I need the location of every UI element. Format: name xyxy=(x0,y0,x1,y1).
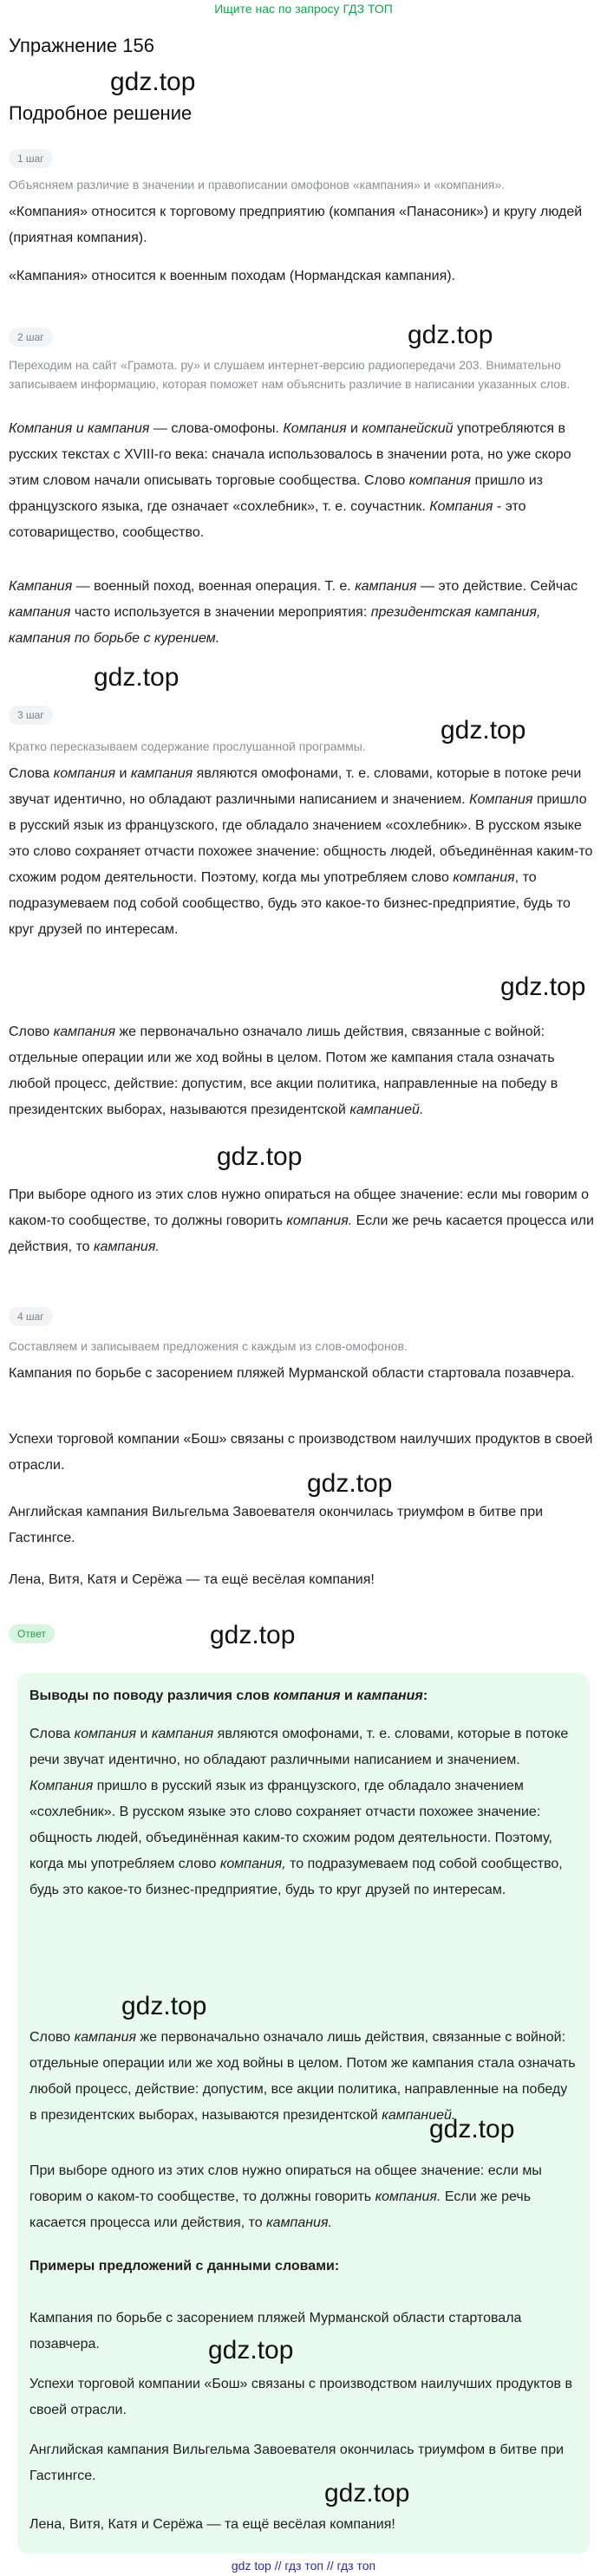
answer-paragraph: При выборе одного из этих слов нужно опираться на общее значение: если мы говорим о каком-то сообществе, то должны говорить компания. Если же речь касается процесса или действия, то кампания. xyxy=(29,2163,542,2230)
step-badge: 3 шаг xyxy=(9,706,53,725)
step-paragraph: «Кампания» относится к военным походам (Нормандская кампания). xyxy=(9,269,456,283)
answer-badge: Ответ xyxy=(9,1624,55,1643)
step-note: Кратко пересказываем содержание прослушанной программы. xyxy=(9,739,366,753)
answer-examples-heading: Примеры предложений с данными словами: xyxy=(29,2259,340,2274)
step-note: Объясняем различие в значении и правописании омофонов «кампания» и «компания». xyxy=(9,178,506,192)
footer-links[interactable]: gdz top // гдз топ // гдз топ xyxy=(231,2559,376,2573)
page-title: Упражнение 156 xyxy=(9,35,154,56)
example-sentence: Успехи торговой компании «Бош» связаны с производством наилучших продуктов в своей отрасли. xyxy=(9,1432,593,1473)
step-paragraph: Кампания — военный поход, военная операция. Т. е. кампания — это действие. Сейчас кампания часто используется в значении мероприятия: президентская кампания, кампания по борьбе с курением. xyxy=(9,579,578,646)
answer-example-sentence: Успехи торговой компании «Бош» связаны с производством наилучших продуктов в своей отрасли. xyxy=(29,2377,572,2417)
watermark: gdz.top xyxy=(307,1469,393,1498)
step-badge: 1 шаг xyxy=(9,149,53,168)
example-sentence: Кампания по борьбе с засорением пляжей Мурманской области стартовала позавчера. xyxy=(9,1366,575,1381)
step-paragraph: Компания и кампания — слова-омофоны. Компания и компанейский употребляются в русских текстах с XVIII-го века: сначала использовалось в значении рота, но уже скоро этим словом начали описывать торговые сообщества. Слово компания пришло из французского языка, где означает «сохлебник», т. е. соучастник. Компания - это сотоварищество, сообщество. xyxy=(9,421,571,540)
search-banner[interactable]: Ищите нас по запросу ГДЗ ТОП xyxy=(214,2,393,16)
step-paragraph: При выборе одного из этих слов нужно опираться на общее значение: если мы говорим о каком-то сообществе, то должны говорить компания. Если же речь касается процесса или действия, то кампания. xyxy=(9,1187,594,1254)
answer-heading: Выводы по поводу различия слов компания и кампания: xyxy=(29,1688,428,1703)
step-paragraph: «Компания» относится к торговому предприятию (компания «Панасоник») и кругу людей (приятная компания). xyxy=(9,205,583,245)
answer-example-sentence: Английская кампания Вильгельма Завоевателя окончилась триумфом в битве при Гастингсе. xyxy=(29,2443,565,2483)
step-badge: 2 шаг xyxy=(9,328,53,347)
watermark: gdz.top xyxy=(110,68,196,96)
watermark: gdz.top xyxy=(408,321,493,349)
watermark: gdz.top xyxy=(94,663,179,692)
step-paragraph: Слово кампания же первоначально означало лишь действия, связанные с войной: отдельные операции или же ход войны в целом. Потом же кампания стала означать любой процесс, действие: допустим, все акции политика, направленные на победу в президентских выборах, называются президентской кампанией. xyxy=(9,1025,558,1117)
page-subtitle: Подробное решение xyxy=(9,102,193,124)
watermark: gdz.top xyxy=(429,2115,515,2143)
step-note: Переходим на сайт «Грамота. ру» и слушаем интернет-версию радиопередачи 203. Внимательно записываем информацию, которая поможет нам объяснить различие в написании указанных слов. xyxy=(9,358,571,391)
answer-example-sentence: Лена, Витя, Катя и Серёжа — та ещё весёлая компания! xyxy=(29,2517,395,2532)
watermark: gdz.top xyxy=(210,1621,296,1649)
step-paragraph: Слова компания и кампания являются омофонами, т. е. словами, которые в потоке речи звучат идентично, но обладают различными написанием и значением. Компания пришло в русский язык из французского, где обладало значением «сохлебник». В русском языке это слово сохраняет отчасти похожее значение: общность людей, объединённая каким-то схожим родом деятельности. Поэтому, когда мы употребляем слово компания, то подразумеваем под собой сообщество, будь это какое-то бизнес-предприятие, будь то круг друзей по интересам. xyxy=(9,766,593,937)
answer-example-sentence: Кампания по борьбе с засорением пляжей Мурманской области стартовала позавчера. xyxy=(29,2311,522,2352)
watermark: gdz.top xyxy=(441,716,526,745)
answer-paragraph: Слово кампания же первоначально означало лишь действия, связанные с войной: отдельные операции или же ход войны в целом. Потом же кампания стала означать любой процесс, действие: допустим, все акции политика, направленные на победу в президентских выборах, называются президентской кампанией. xyxy=(29,2030,576,2123)
step-badge: 4 шаг xyxy=(9,1307,53,1326)
watermark: gdz.top xyxy=(208,2336,294,2365)
step-note: Составляем и записываем предложения с каждым из слов-омофонов. xyxy=(9,1339,408,1353)
watermark: gdz.top xyxy=(121,1992,207,2020)
watermark: gdz.top xyxy=(324,2479,410,2508)
example-sentence: Английская кампания Вильгельма Завоевателя окончилась триумфом в битве при Гастингсе. xyxy=(9,1505,544,1545)
watermark: gdz.top xyxy=(217,1142,303,1171)
example-sentence: Лена, Витя, Катя и Серёжа — та ещё весёлая компания! xyxy=(9,1572,375,1587)
answer-paragraph: Слова компания и кампания являются омофонами, т. е. словами, которые в потоке речи звучат идентично, но обладают различными написанием и значением. Компания пришло в русский язык из французского, где обладало значением «сохлебник». В русском языке это слово сохраняет отчасти похожее значение: общность людей, объединённая каким-то схожим родом деятельности. Поэтому, когда мы употребляем слово компания, то подразумеваем под собой сообщество, будь это какое-то бизнес-предприятие, будь то круг друзей по интересам. xyxy=(29,1727,569,1897)
watermark: gdz.top xyxy=(500,973,586,1001)
